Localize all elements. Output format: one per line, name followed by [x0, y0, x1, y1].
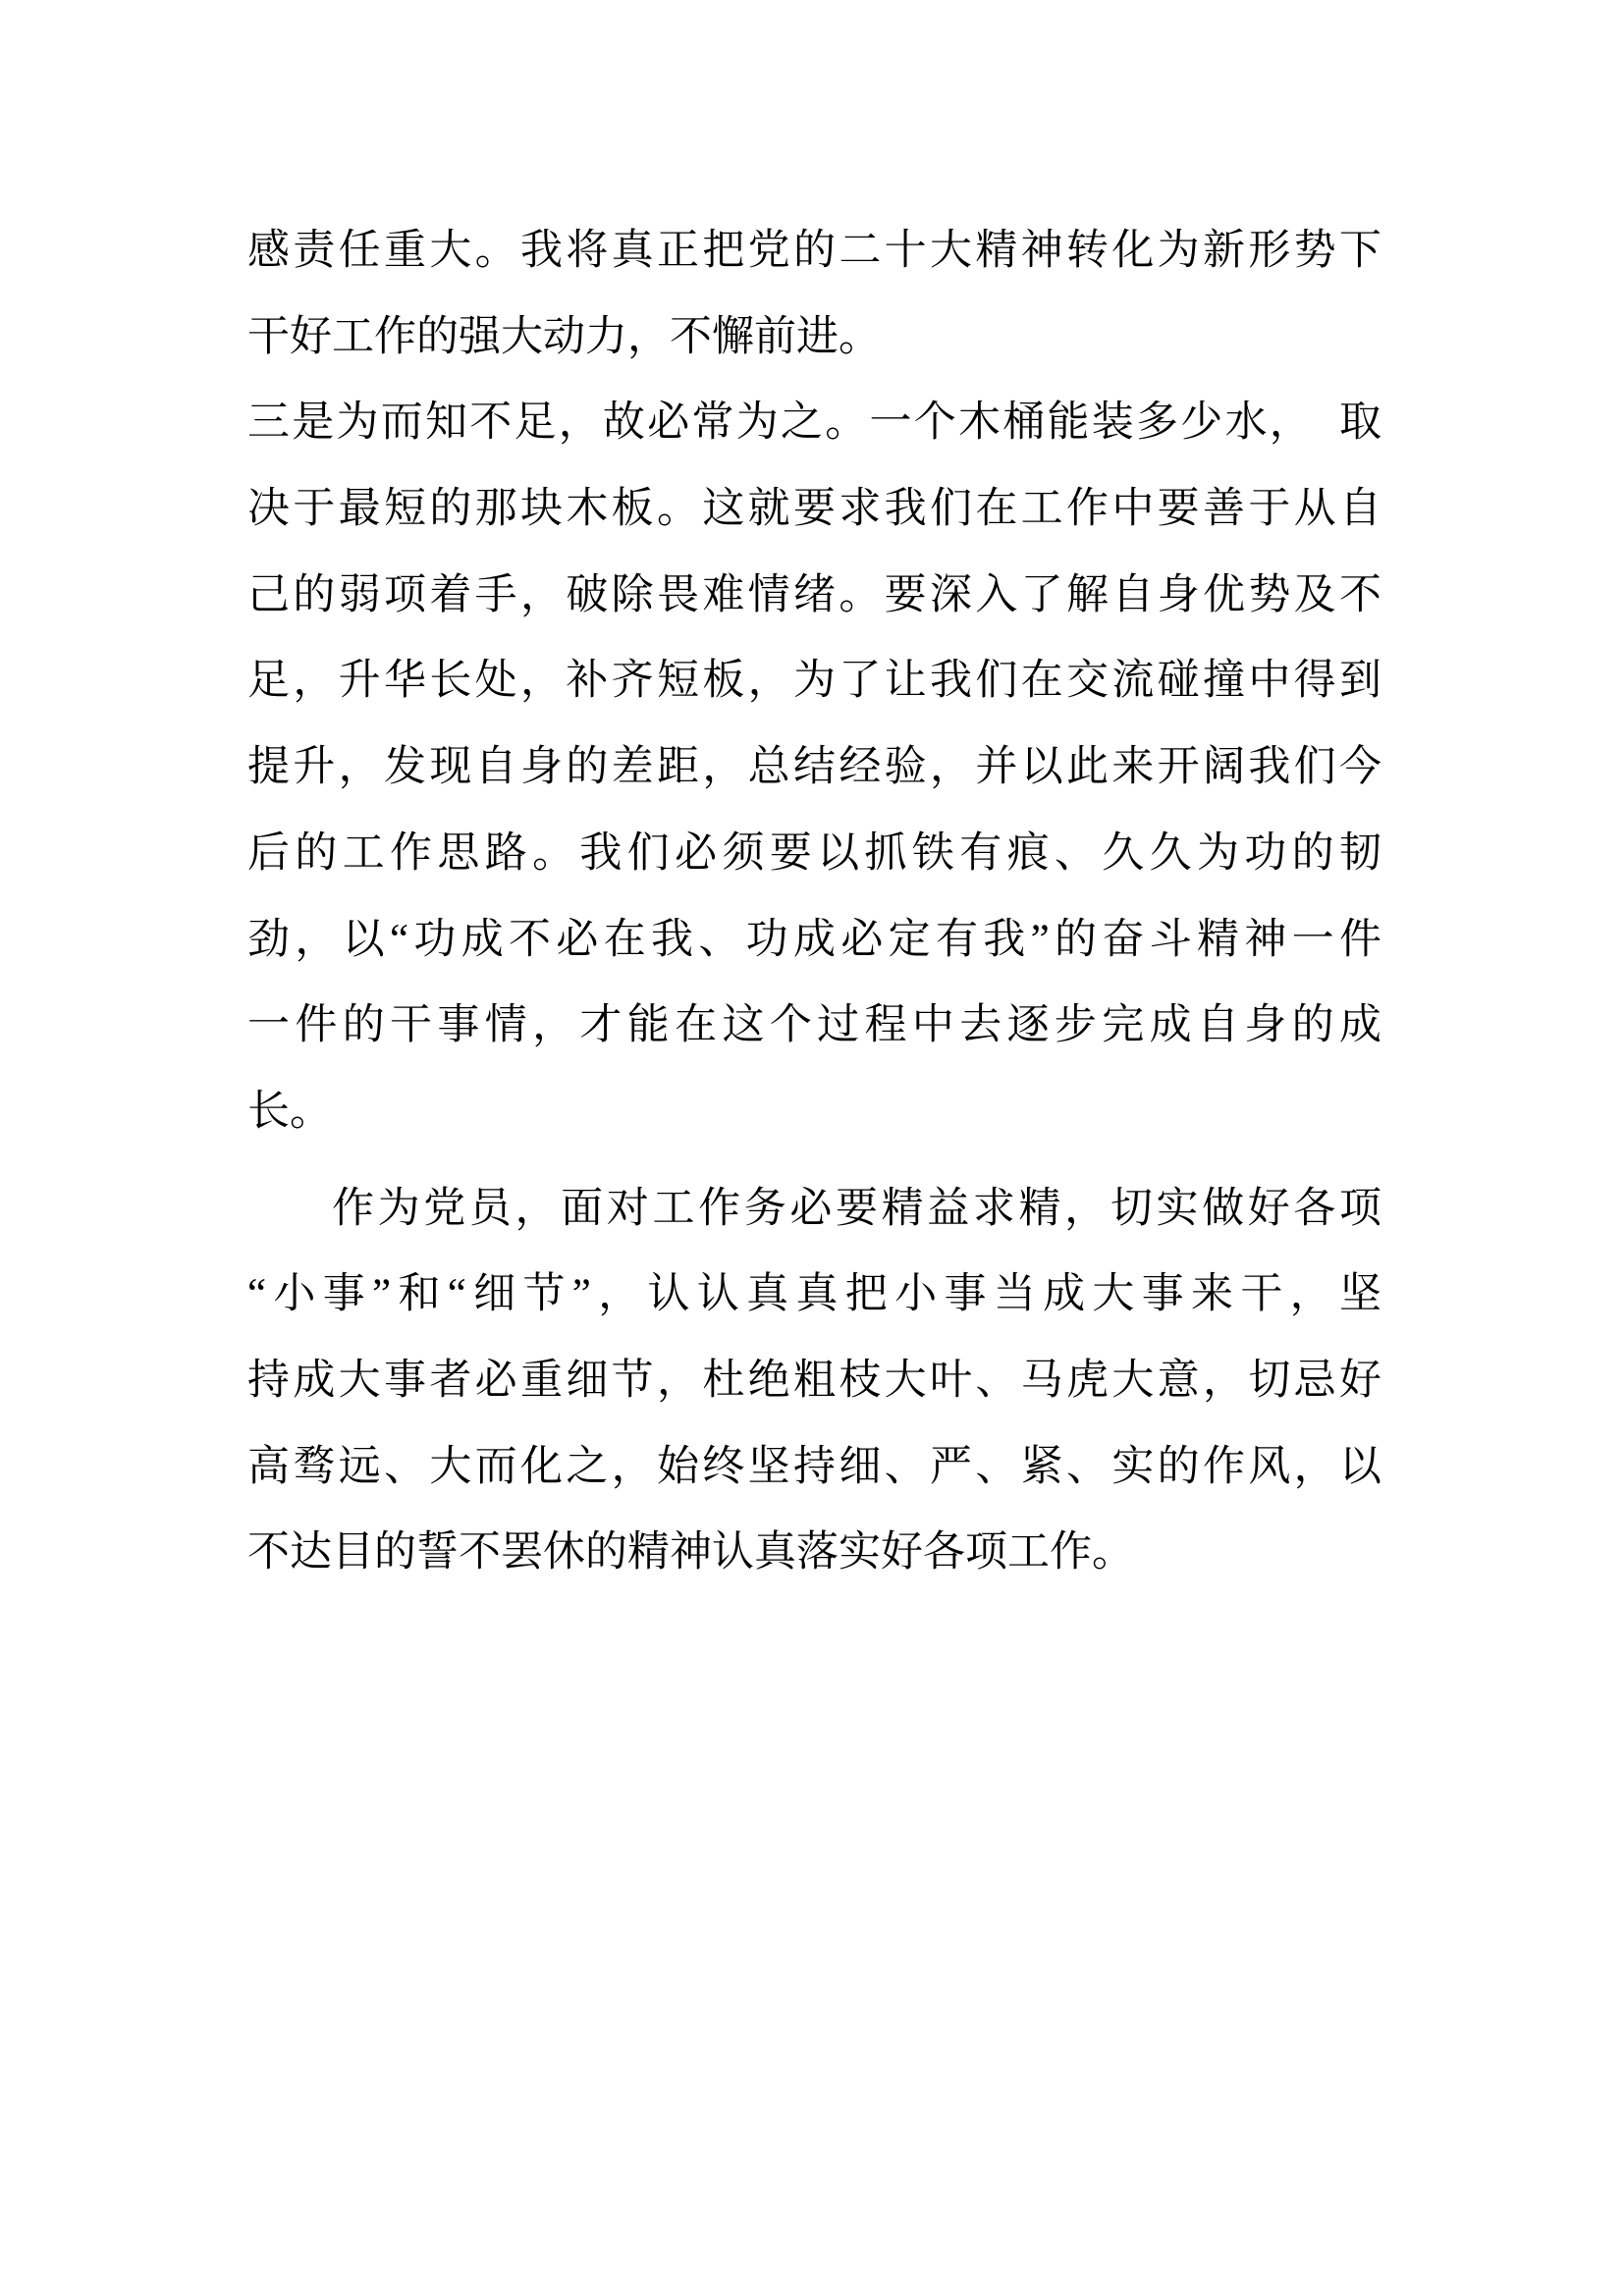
- text-line: 足，升华长处，补齐短板，为了让我们在交流碰撞中得到: [247, 658, 1381, 705]
- text-line: 感责任重大。我将真正把党的二十大精神转化为新形势下: [247, 228, 1381, 274]
- text-line: 不达目的誓不罢休的精神认真落实好各项工作。: [247, 1529, 1134, 1576]
- text-line: 长。: [247, 1088, 332, 1135]
- text-line: “小事”和“细节”，认认真真把小事当成大事来干，坚: [247, 1271, 1381, 1318]
- text-line: 己的弱项着手，破除畏难情绪。要深入了解自身优势及不: [247, 571, 1381, 618]
- text-line: 作为党员，面对工作务必要精益求精，切实做好各项: [332, 1185, 1381, 1232]
- text-line: 持成大事者必重细节，杜绝粗枝大叶、马虎大意，切忌好: [247, 1357, 1381, 1404]
- text-line: 干好工作的强大动力，不懈前进。: [247, 313, 881, 360]
- text-line: 劲，以“功成不必在我、功成必定有我”的奋斗精神一件: [247, 916, 1381, 963]
- paragraph-indented: [247, 1166, 1381, 1596]
- text-line: 决于最短的那块木板。这就要求我们在工作中要善于从自: [247, 486, 1381, 533]
- paragraph: [247, 208, 1381, 380]
- text-line: 后的工作思路。我们必须要以抓铁有痕、久久为功的韧: [247, 829, 1381, 877]
- document-text-block: [247, 208, 1381, 1596]
- text-line: 提升，发现自身的差距，总结经验，并以此来开阔我们今: [247, 744, 1381, 791]
- text-line: 高骛远、大而化之，始终坚持细、严、紧、实的作风，以: [247, 1443, 1381, 1490]
- text-line: 一件的干事情，才能在这个过程中去逐步完成自身的成: [247, 1002, 1381, 1049]
- paragraph: [247, 380, 1381, 1154]
- text-line: 三是为而知不足，故必常为之。一个木桶能装多少水， 取: [247, 400, 1381, 447]
